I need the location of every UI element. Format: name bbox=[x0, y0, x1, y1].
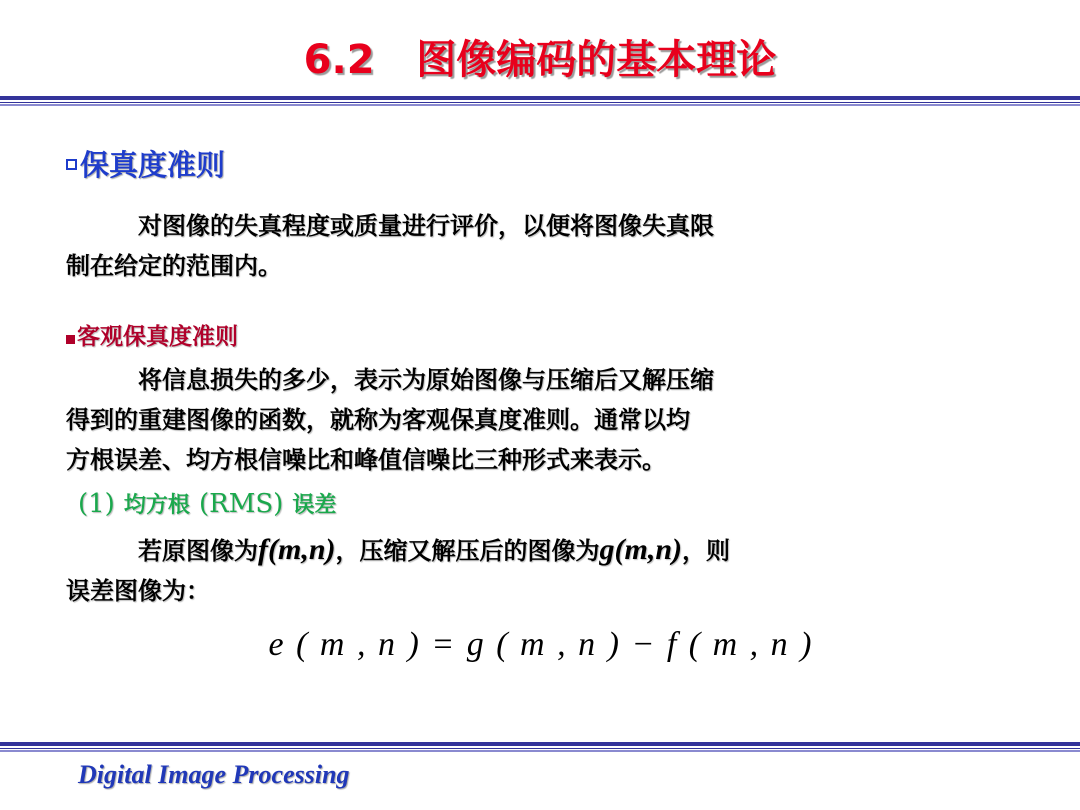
def-mid: ，压缩又解压后的图像为 bbox=[335, 537, 600, 565]
filled-square-bullet-icon bbox=[66, 335, 75, 344]
list-item-rms bbox=[78, 488, 336, 519]
hollow-square-bullet-icon bbox=[66, 159, 77, 170]
slide-title: 6.2 图像编码的基本理论 bbox=[303, 37, 777, 83]
section-heading bbox=[66, 143, 225, 184]
intro-line-2: 制在给定的范围内。 bbox=[66, 252, 282, 280]
intro-line-1: 对图像的失真程度或质量进行评价，以便将图像失真限 bbox=[138, 212, 714, 240]
item-suffix: 误差 bbox=[292, 493, 337, 518]
definition-paragraph bbox=[66, 530, 1016, 611]
item-label: 均方根 bbox=[123, 493, 190, 518]
footer-divider bbox=[0, 742, 1080, 752]
definition-line-2: 误差图像为： bbox=[66, 577, 210, 605]
section-heading-text: 保真度准则 bbox=[80, 148, 226, 182]
item-number: (1) bbox=[78, 489, 115, 519]
item-abbr: (RMS) bbox=[198, 489, 284, 519]
def-g-expr: g(m,n) bbox=[599, 533, 682, 566]
error-formula bbox=[0, 626, 1080, 664]
def-f-expr: f(m,n) bbox=[258, 533, 336, 566]
footer-text: Digital Image Processing bbox=[78, 760, 350, 789]
definition-line-1 bbox=[66, 530, 1016, 571]
body-paragraph bbox=[66, 360, 1016, 480]
title-divider bbox=[0, 96, 1080, 106]
body-line-3: 方根误差、均方根信噪比和峰值信噪比三种形式来表示。 bbox=[66, 446, 666, 474]
sub-heading-text: 客观保真度准则 bbox=[77, 324, 238, 350]
body-line-2: 得到的重建图像的函数，就称为客观保真度准则。通常以均 bbox=[66, 406, 690, 434]
formula-text: e ( m , n ) = g ( m , n ) − f ( m , n ) bbox=[268, 626, 812, 663]
def-prefix: 若原图像为 bbox=[138, 537, 258, 565]
def-end: ，则 bbox=[682, 537, 730, 565]
intro-paragraph bbox=[66, 206, 1016, 286]
sub-heading bbox=[66, 318, 238, 351]
body-line-1: 将信息损失的多少，表示为原始图像与压缩后又解压缩 bbox=[138, 366, 714, 394]
